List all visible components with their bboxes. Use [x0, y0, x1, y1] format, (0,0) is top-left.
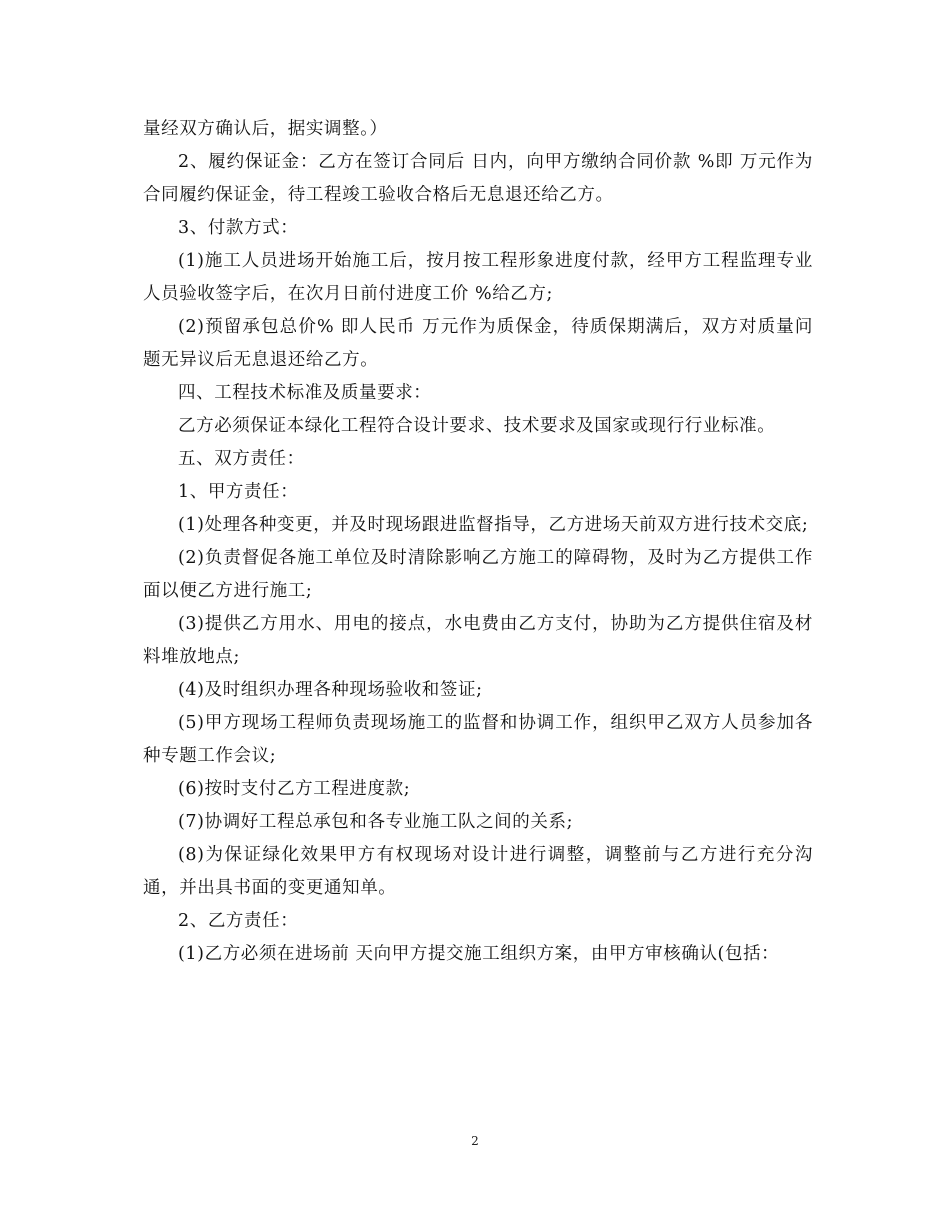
paragraph: (7)协调好工程总承包和各专业施工队之间的关系;: [178, 812, 574, 832]
paragraph: (1)乙方必须在进场前 天向甲方提交施工组织方案，由甲方审核确认(包括：: [178, 944, 780, 964]
paragraph: (5)甲方现场工程师负责现场施工的监督和协调工作，组织甲乙双方人员参加各种专题工作会议;: [143, 713, 813, 766]
paragraph: 2、履约保证金：乙方在签订合同后 日内，向甲方缴纳合同价款 %即 万元作为合同履约保证金，待工程竣工验收合格后无息退还给乙方。: [143, 152, 813, 205]
paragraph: 量经双方确认后，据实调整。）: [143, 119, 388, 139]
paragraph: (2)预留承包总价% 即人民币 万元作为质保金，待质保期满后，双方对质量问题无异议后无息退还给乙方。: [143, 317, 813, 370]
paragraph: 1、甲方责任：: [178, 482, 299, 502]
paragraph: (4)及时组织办理各种现场验收和签证;: [178, 680, 483, 700]
paragraph: (1)施工人员进场开始施工后，按月按工程形象进度付款，经甲方工程监理专业人员验收签字后，在次月日前付进度工价 %给乙方;: [143, 251, 813, 304]
paragraph: (6)按时支付乙方工程进度款;: [178, 779, 411, 799]
paragraph: 五、双方责任：: [178, 449, 305, 469]
paragraph: 3、付款方式：: [178, 218, 299, 238]
page-number: 2: [471, 1134, 479, 1148]
paragraph: 乙方必须保证本绿化工程符合设计要求、技术要求及国家或现行行业标准。: [178, 416, 776, 436]
paragraph: 四、工程技术标准及质量要求：: [178, 383, 432, 403]
paragraph: (2)负责督促各施工单位及时清除影响乙方施工的障碍物，及时为乙方提供工作面以便乙方进行施工;: [143, 548, 813, 601]
paragraph: 2、乙方责任：: [178, 911, 299, 931]
document-body: [143, 113, 813, 971]
paragraph: (1)处理各种变更，并及时现场跟进监督指导，乙方进场天前双方进行技术交底;: [178, 515, 809, 535]
paragraph: (8)为保证绿化效果甲方有权现场对设计进行调整，调整前与乙方进行充分沟通，并出具书面的变更通知单。: [143, 845, 813, 898]
paragraph: (3)提供乙方用水、用电的接点，水电费由乙方支付，协助为乙方提供住宿及材料堆放地点;: [143, 614, 813, 667]
